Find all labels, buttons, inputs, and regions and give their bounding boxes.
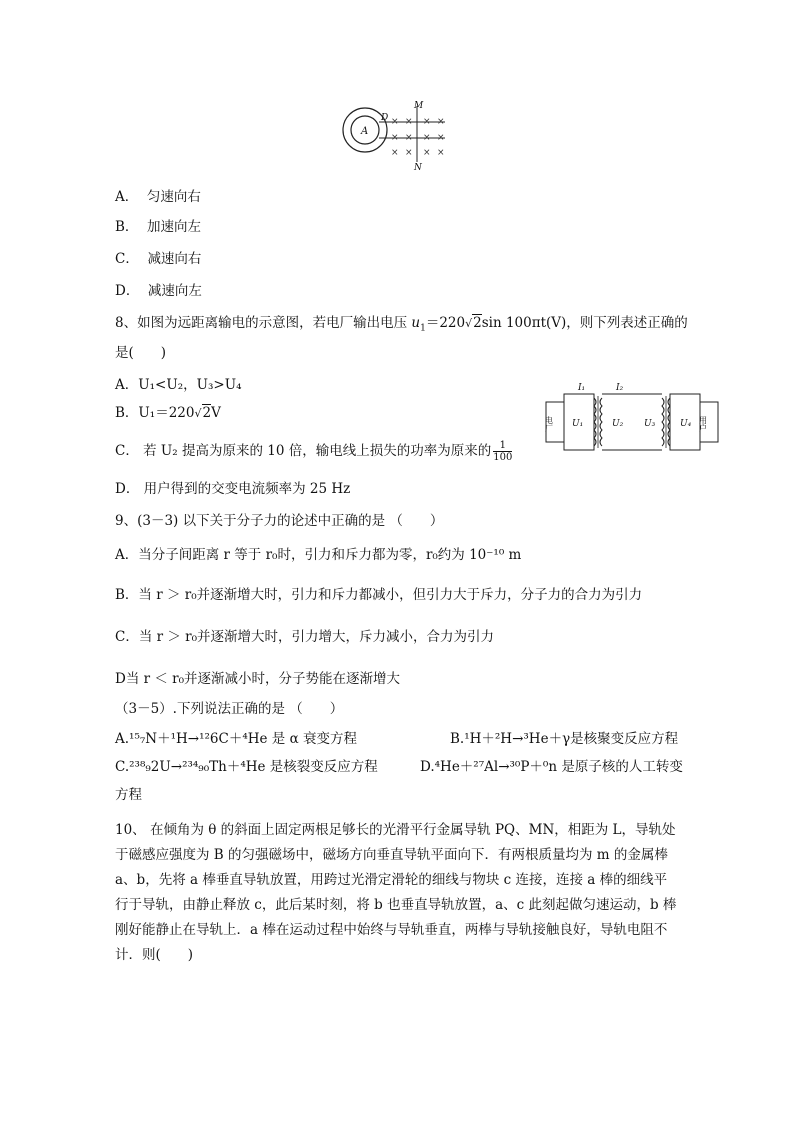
svg-text:×: × bbox=[391, 148, 399, 158]
svg-text:×: × bbox=[437, 133, 445, 143]
q10-text: 10、 在倾角为 θ 的斜面上固定两根足够长的光滑平行金属导轨 PQ、MN，相距为 L，导轨处于磁感应强度为 B 的匀强磁场中，磁场方向垂直导轨平面向下．有两根质量均为 m 的金属棒 a、b，先将 a 棒垂直导轨放置，用跨过光滑定滑轮的细线与物块 c 连接，连接 a 棒的细线平行于导轨，由静止释放 c，此后某时刻，将 b 也垂直导轨放置，a、c 此刻起做匀速运动，b 棒刚好能静止在导轨上．a 棒在运动过程中始终与导轨垂直，两棒与导轨接触良好，导轨电阻不计．则( ) bbox=[115, 822, 677, 963]
label-n: N bbox=[414, 163, 422, 172]
svg-text:U₃: U₃ bbox=[644, 419, 656, 429]
svg-text:×: × bbox=[423, 133, 431, 143]
svg-text:×: × bbox=[423, 148, 431, 158]
label-a: A bbox=[361, 126, 369, 137]
svg-text:用户: 用户 bbox=[698, 416, 708, 432]
svg-text:电厂: 电厂 bbox=[544, 416, 554, 432]
q9-option-d: D当 r ＜ r₀并逐渐减小时，分子势能在逐渐增大 bbox=[115, 671, 401, 687]
q8-option-a: A．U₁<U₂，U₃>U₄ bbox=[115, 377, 242, 393]
q9-sub-option-b: B.¹H＋²H→³He＋γ是核聚变反应方程 bbox=[450, 731, 679, 747]
q9-sub-option-a: A.¹⁵₇N＋¹H→¹²6C＋⁴He 是 α 衰变方程 bbox=[115, 731, 357, 747]
svg-text:×: × bbox=[405, 117, 413, 127]
q8-stem: 8、如图为远距离输电的示意图，若电厂输出电压 $u_1=220√2\sin$ 100πt(V)，则下列表述正确的 bbox=[115, 315, 688, 334]
q8-option-c: C． 若 U₂ 提高为原来的 10 倍，输电线上损失的功率为原来的 $\frac{1}{100}$ bbox=[115, 440, 513, 463]
coil-3 bbox=[662, 398, 664, 446]
q9-option-b: B．当 r ＞ r₀并逐渐增大时，引力和斥力都减小，但引力大于斥力，分子力的合力为引力 bbox=[115, 587, 643, 603]
q7-option-a: A． 匀速向右 bbox=[115, 189, 201, 205]
svg-text:I₁: I₁ bbox=[578, 383, 586, 393]
q9-sub-stem: （3－5）.下列说法正确的是 （ ） bbox=[115, 701, 344, 717]
svg-text:×: × bbox=[405, 133, 413, 143]
q8-option-b: B．U₁＝220√2V bbox=[115, 405, 221, 421]
q7-option-d: D． 减速向左 bbox=[115, 283, 202, 299]
q9-option-a: A．当分子间距离 r 等于 r₀时，引力和斥力都为零，r₀约为 10⁻¹⁰ m bbox=[115, 547, 522, 563]
q9-sub-option-d: D.⁴He＋²⁷Al→³⁰P＋⁰n 是原子核的人工转变 bbox=[420, 759, 683, 775]
q9-option-c: C．当 r ＞ r₀并逐渐增大时，引力增大，斥力减小，合力为引力 bbox=[115, 629, 495, 645]
q7-option-b: B． 加速向左 bbox=[115, 219, 202, 235]
q9-sub-option-d-cont: 方程 bbox=[115, 787, 142, 803]
label-m: M bbox=[414, 101, 424, 111]
label-d: D bbox=[381, 113, 389, 123]
svg-text:×: × bbox=[405, 148, 413, 158]
q9-sub-option-c: C.²³⁸₉2U→²³⁴₉₀Th＋⁴He 是核裂变反应方程 bbox=[115, 759, 378, 775]
q7-option-c: C． 减速向右 bbox=[115, 251, 202, 267]
svg-text:×: × bbox=[423, 117, 431, 127]
transmission-figure bbox=[542, 380, 722, 458]
q8-stem-line2: 是( ) bbox=[115, 345, 167, 361]
coil-1 bbox=[594, 398, 596, 446]
svg-text:×: × bbox=[391, 117, 399, 127]
q9-stem: 9、(3－3) 以下关于分子力的论述中正确的是 （ ） bbox=[115, 513, 444, 529]
svg-text:×: × bbox=[437, 148, 445, 158]
svg-text:U₄: U₄ bbox=[680, 419, 692, 429]
svg-text:×: × bbox=[391, 133, 399, 143]
svg-text:×: × bbox=[437, 117, 445, 127]
coil-4 bbox=[668, 398, 670, 446]
coil-2 bbox=[600, 398, 602, 446]
q8-option-d: D． 用户得到的交变电流频率为 25 Hz bbox=[115, 481, 351, 497]
coil-field-figure bbox=[335, 100, 465, 172]
svg-text:I₂: I₂ bbox=[616, 383, 624, 393]
svg-text:U₁: U₁ bbox=[572, 419, 584, 429]
svg-text:U₂: U₂ bbox=[612, 419, 624, 429]
